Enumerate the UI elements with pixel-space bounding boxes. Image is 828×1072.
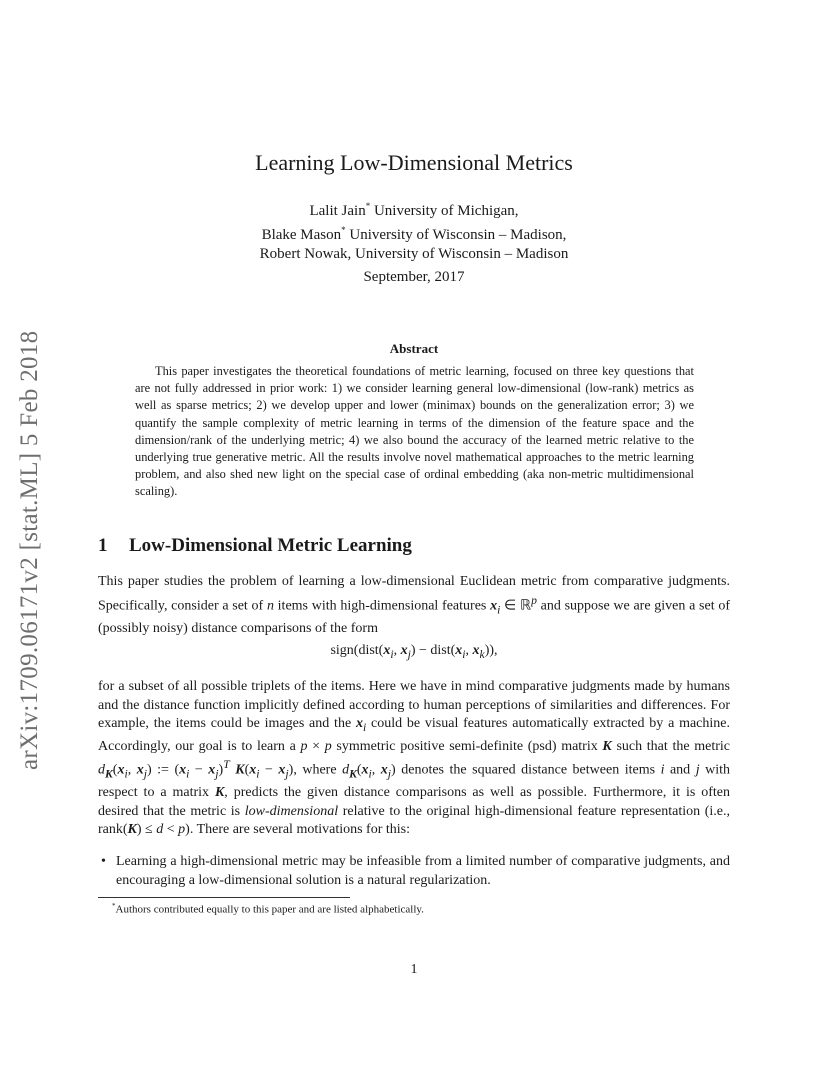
author-block [0,197,828,264]
footnote [112,902,424,916]
author-line-3: Robert Nowak, University of Wisconsin – Madison [259,246,569,262]
equal-contribution-mark: * [341,225,346,235]
section-heading [98,535,412,557]
author-line-2 [0,221,828,245]
author-name: Blake Mason [261,227,342,243]
footnote-text: Authors contributed equally to this paper and are listed alphabetically. [115,903,424,916]
equal-contribution-mark: * [365,201,371,211]
abstract-heading: Abstract [389,341,439,356]
section-number: 1 [98,535,108,556]
page-number: 1 [410,962,418,977]
author-line-1 [0,197,828,221]
intro-paragraph-2: for a subset of all possible triplets of the items. Here we have in mind comparative judgments made by humans and the distance function implicitly defined according to human perceptions of similarities and differences. For example, the items could be images and the $x_i$ could be visual features automatically extracted by a machine. Accordingly, our goal is to learn a p × p symmetric positive semi-definite (psd) matrix K such that the metric $d_K(x_i$, $x_j$) := $(x_i - x_j)^T$ $K(x_i - x_j)$, where $d_K(x_i$, $x_j$) denotes the squared distance between items i and j with respect to a matrix K, predicts the given distance comparisons as well as possible. Furthermore, it is often desired that the metric is low-dimensional relative to the original high-dimensional feature representation (i.e., rank(K) ≤ d < p). There are several motivations for this: [98,679,731,838]
author-affiliation: University of Michigan, [373,203,519,219]
section-title: Low-Dimensional Metric Learning [129,535,412,556]
bullet-marker: • [101,854,106,869]
author-affiliation: University of Wisconsin – Madison, [349,227,567,243]
bullet-text: Learning a high-dimensional metric may be infeasible from a limited number of comparative judgments, and encouraging a low-dimensional solution is a natural regularization. [116,854,730,888]
footnote-rule [98,897,350,898]
paper-title: Learning Low-Dimensional Metrics [255,150,573,175]
footnote-mark: * [112,902,116,910]
arxiv-stamp: arXiv:1709.06171v2 [stat.ML] 5 Feb 2018 [16,330,43,770]
paper-date: September, 2017 [363,269,465,285]
comparison-equation: $sign(dist(x_i$, $x_j$) − $dist(x_i$, $x_k$)), [330,643,498,661]
author-name: Lalit Jain [309,203,366,219]
intro-paragraph-1: This paper studies the problem of learning a low-dimensional Euclidean metric from comparative judgments. Specifically, consider a set of n items with high-dimensional features $x_i$ ∈ ℝ$^p$ and suppose we are given a set of (possibly noisy) distance comparisons of the form [98,574,730,636]
abstract-text: This paper investigates the theoretical foundations of metric learning, focused on three key questions that are not fully addressed in prior work: 1) we consider learning general low-dimensional (low-rank) metrics as well as sparse metrics; 2) we develop upper and lower (minimax) bounds on the generalization error; 3) we quantify the sample complexity of metric learning in terms of the dimension of the feature space and the dimension/rank of the underlying metric; 4) we also bound the accuracy of the learned metric relative to the underlying true generative metric. All the results involve novel mathematical approaches to the metric learning problem, and also shed new light on the special case of ordinal embedding (aka non-metric multidimensional scaling). [135,364,694,499]
